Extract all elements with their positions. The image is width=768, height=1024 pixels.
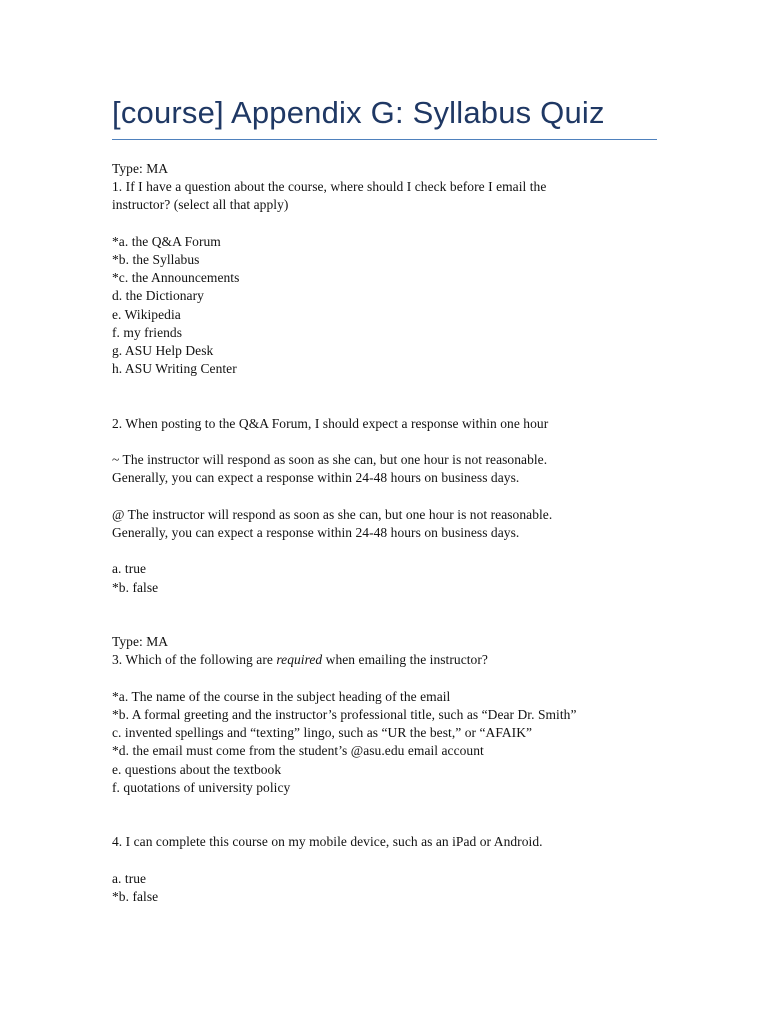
- question-4-prompt: 4. I can complete this course on my mobile device, such as an iPad or Android.: [112, 834, 543, 850]
- question-3-option: *d. the email must come from the student’s @asu.edu email account: [112, 743, 484, 759]
- question-3-prompt-end: when emailing the instructor?: [322, 652, 488, 668]
- question-2-wrong-feedback-line-1: ~ The instructor will respond as soon as she can, but one hour is not reasonable.: [112, 452, 548, 468]
- question-1-option: f. my friends: [112, 324, 183, 340]
- blank-line: [112, 670, 672, 688]
- question-1-option: *b. the Syllabus: [112, 252, 200, 267]
- question-3-prompt-start: 3. Which of the following are: [112, 652, 277, 668]
- question-2-option: a. true: [112, 561, 147, 577]
- question-2-right-feedback-line-1: @ The instructor will respond as soon as she can, but one hour is not reasonable.: [112, 506, 553, 522]
- question-1-option: *a. the Q&A Forum: [112, 233, 221, 249]
- question-3-option: f. quotations of university policy: [112, 779, 291, 795]
- question-1-type: Type: MA: [112, 161, 169, 176]
- question-3-option: *b. A formal greeting and the instructor’s professional title, such as “Dear Dr. Smith”: [112, 706, 577, 722]
- question-1-prompt-line-2: instructor? (select all that apply): [112, 197, 289, 213]
- question-1-prompt-line-1: 1. If I have a question about the course, where should I check before I email the: [112, 179, 547, 195]
- blank-line: [112, 797, 672, 815]
- blank-line: [112, 433, 672, 451]
- question-1-option: d. the Dictionary: [112, 288, 204, 304]
- question-4-option: *b. false: [112, 888, 159, 904]
- question-3-option: c. invented spellings and “texting” lingo, such as “UR the best,” or “AFAIK”: [112, 725, 533, 741]
- question-1-option: e. Wikipedia: [112, 306, 181, 322]
- question-1-option: h. ASU Writing Center: [112, 361, 237, 377]
- question-3-emphasis-word: required: [276, 652, 323, 668]
- question-3-prompt: [112, 651, 672, 669]
- blank-line: [112, 215, 672, 233]
- question-3-option: *a. The name of the course in the subject heading of the email: [112, 688, 451, 704]
- question-2-wrong-feedback-line-2: Generally, you can expect a response within 24-48 hours on business days.: [112, 470, 520, 486]
- question-1-option: g. ASU Help Desk: [112, 343, 214, 359]
- blank-line: [112, 488, 672, 506]
- question-2-prompt: 2. When posting to the Q&A Forum, I should expect a response within one hour: [112, 415, 549, 431]
- blank-line: [112, 397, 672, 415]
- question-3-type: Type: MA: [112, 634, 169, 650]
- blank-line: [112, 852, 672, 870]
- quiz-body: [112, 160, 672, 906]
- question-3-option: e. questions about the textbook: [112, 761, 282, 777]
- question-2-option: *b. false: [112, 579, 159, 595]
- blank-line: [112, 378, 672, 396]
- blank-line: [112, 597, 672, 615]
- question-1-option: *c. the Announcements: [112, 270, 240, 286]
- blank-line: [112, 615, 672, 633]
- blank-line: [112, 542, 672, 560]
- blank-line: [112, 815, 672, 833]
- question-2-right-feedback-line-2: Generally, you can expect a response within 24-48 hours on business days.: [112, 524, 520, 540]
- page-title: [course] Appendix G: Syllabus Quiz: [112, 95, 605, 130]
- title-divider: [112, 139, 657, 140]
- question-4-option: a. true: [112, 870, 147, 886]
